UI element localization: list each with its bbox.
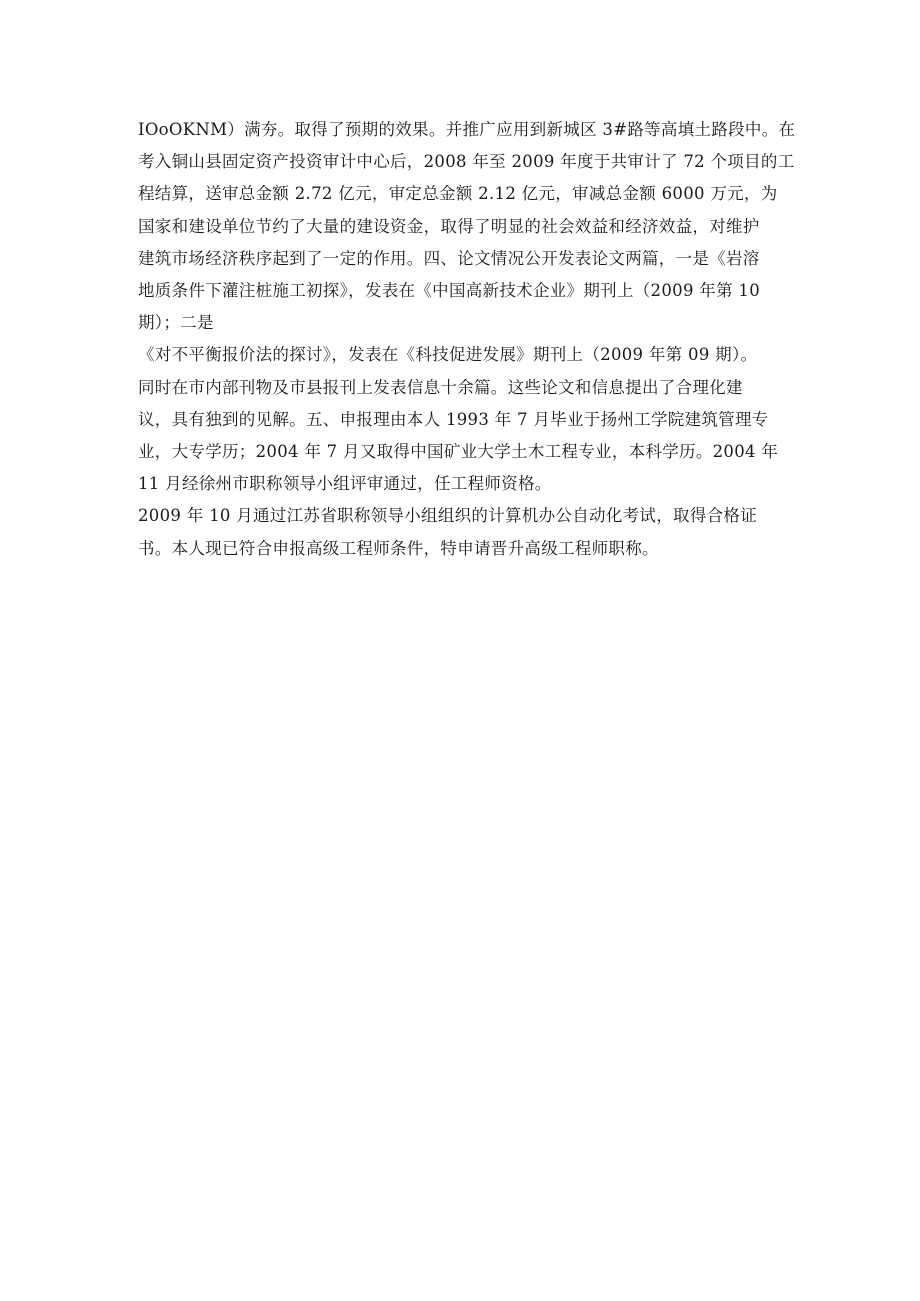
text-line: IOoOKNM）满夯。取得了预期的效果。并推广应用到新城区 3#路等高填土路段中。在 xyxy=(138,120,796,139)
text-line: 国家和建设单位节约了大量的建设资金，取得了明显的社会效益和经济效益，对维护 xyxy=(138,216,760,236)
text-line: 议，具有独到的见解。五、申报理由本人 1993 年 7 月毕业于扬州工学院建筑管理专 xyxy=(138,409,769,429)
text-line: 建筑市场经济秩序起到了一定的作用。四、论文情况公开发表论文两篇，一是《岩溶 xyxy=(138,248,760,268)
text-line: 11 月经徐州市职称领导小组评审通过，任工程师资格。 xyxy=(138,474,552,494)
text-line: 程结算，送审总金额 2.72 亿元，审定总金额 2.12 亿元，审减总金额 6000 万元，为 xyxy=(138,184,778,204)
body-text xyxy=(138,114,798,565)
text-line: 考入铜山县固定资产投资审计中心后，2008 年至 2009 年度于共审计了 72 个项目的工 xyxy=(138,152,795,172)
text-line: 《对不平衡报价法的探讨》，发表在《科技促进发展》期刊上（2009 年第 09 期）。 xyxy=(138,345,758,365)
text-line: 地质条件下灌注桩施工初探》，发表在《中国高新技术企业》期刊上（2009 年第 10 xyxy=(138,281,761,301)
text-line: 2009 年 10 月通过江苏省职称领导小组组织的计算机办公自动化考试，取得合格证 xyxy=(138,506,758,526)
text-line: 书。本人现已符合申报高级工程师条件，特申请晋升高级工程师职称。 xyxy=(138,538,659,558)
text-line: 同时在市内部刊物及市县报刊上发表信息十余篇。这些论文和信息提出了合理化建 xyxy=(138,377,743,397)
text-line: 业，大专学历；2004 年 7 月又取得中国矿业大学土木工程专业，本科学历。2004 年 xyxy=(138,442,779,462)
text-line: 期）；二是 xyxy=(138,313,214,333)
